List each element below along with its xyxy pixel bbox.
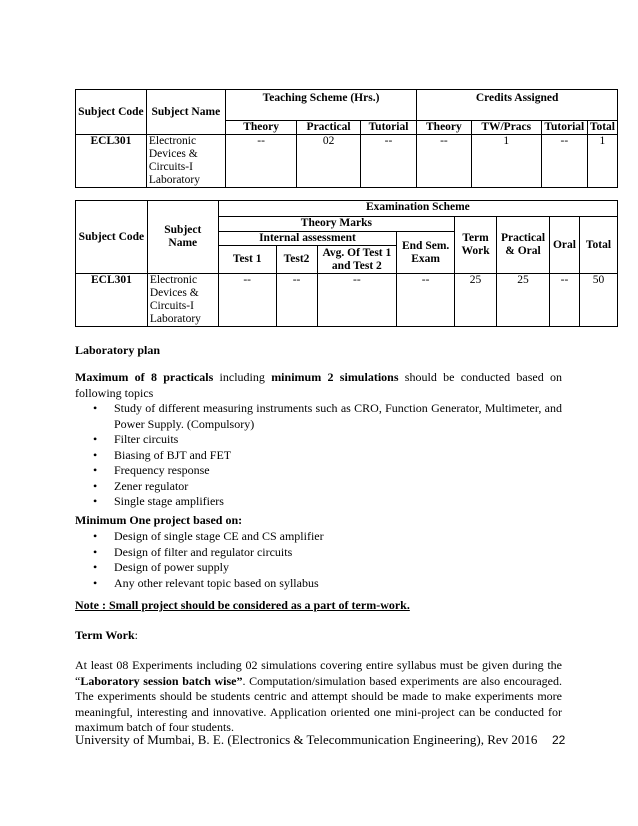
row-subject-name: Electronic Devices & Circuits-I Laboratory	[146, 135, 225, 188]
term-work-heading: Term Work:	[75, 628, 139, 642]
header-oral: Oral	[549, 217, 579, 274]
project-topic-list	[75, 529, 562, 591]
cell-value: 25	[497, 274, 550, 327]
term-work-text-rest: . Computation/simulation based experiments are also encouraged. The experiments should be students centric and attempt should be made to make experiments more meaningful, interesting and innovative. Application oriented one mini-project can be conducted for maximum batch of four students.	[75, 673, 562, 734]
list-item: • Single stage amplifiers	[93, 494, 224, 508]
cell-value: 25	[455, 274, 497, 327]
cell-value: 1	[587, 135, 617, 188]
list-item: • Frequency response	[93, 463, 210, 477]
lab-topic-list	[75, 401, 562, 510]
row-subject-code: ECL301	[76, 274, 148, 327]
cell-value: 02	[297, 135, 360, 188]
cell-value: 1	[471, 135, 541, 188]
term-work-text: At least 08 Experiments including 02 simulations covering entire syllabus must be given during the “	[75, 658, 562, 688]
term-work-bold: Laboratory session batch wise”	[80, 673, 243, 688]
lab-plan-intro	[75, 370, 562, 401]
cell-value: --	[225, 135, 297, 188]
header-total: Total	[579, 217, 617, 274]
cell-value: --	[317, 274, 397, 327]
cell-value: --	[417, 135, 471, 188]
cell-value: --	[218, 274, 276, 327]
sub-header: Theory	[417, 121, 471, 135]
header-end-sem-exam: End Sem. Exam	[397, 232, 455, 274]
header-credits-assigned: Credits Assigned	[417, 90, 618, 121]
bullet-icon: •	[93, 575, 98, 590]
cell-value: 50	[579, 274, 617, 327]
list-item: • Study of different measuring instruments such as CRO, Function Generator, Multimeter, and Power Supply. (Compulsory)	[93, 401, 562, 431]
sub-header: Tutorial	[360, 121, 416, 135]
bullet-icon: •	[93, 529, 98, 543]
footer-text: University of Mumbai, B. E. (Electronics & Telecommunication Engineering), Rev 2016	[75, 732, 538, 747]
list-item: • Biasing of BJT and FET	[93, 447, 232, 462]
bullet-icon: •	[93, 544, 98, 559]
examination-scheme-table	[75, 200, 618, 327]
bullet-icon: •	[93, 432, 98, 446]
bullet-icon: •	[93, 494, 98, 508]
cell-value: --	[549, 274, 579, 327]
project-heading: Minimum One project based on:	[75, 513, 243, 527]
row-subject-code: ECL301	[76, 135, 147, 188]
intro-rest: should be conducted based on following topics	[75, 370, 563, 400]
cell-value: --	[360, 135, 416, 188]
list-item: • Design of single stage CE and CS amplifier	[93, 529, 324, 543]
sub-header: Tutorial	[541, 121, 587, 135]
header-practical-oral: Practical & Oral	[497, 217, 550, 274]
header-internal-assessment: Internal assessment	[218, 232, 396, 246]
bullet-icon: •	[93, 478, 98, 493]
header-subject-code: Subject Code	[76, 90, 147, 135]
bullet-icon: •	[93, 401, 98, 415]
bullet-icon: •	[93, 447, 98, 462]
header-subject-name: Subject Name	[146, 90, 225, 135]
sub-header: Total	[587, 121, 617, 135]
sub-header: Theory	[225, 121, 297, 135]
sub-header: Practical	[297, 121, 360, 135]
header-teaching-scheme: Teaching Scheme (Hrs.)	[225, 90, 416, 121]
bullet-icon: •	[93, 463, 98, 477]
header-subject-name: Subject Name	[147, 201, 218, 274]
header-theory-marks: Theory Marks	[218, 217, 454, 232]
intro-mid: including	[213, 370, 272, 384]
header-term-work: Term Work	[455, 217, 497, 274]
cell-value: --	[397, 274, 455, 327]
sub-header: TW/Pracs	[471, 121, 541, 135]
cell-value: --	[276, 274, 317, 327]
teaching-scheme-table	[75, 89, 618, 188]
header-test2: Test2	[276, 246, 317, 274]
row-subject-name: Electronic Devices & Circuits-I Laboratory	[147, 274, 218, 327]
list-item: • Any other relevant topic based on syllabus	[93, 575, 319, 590]
list-item: • Filter circuits	[93, 432, 179, 446]
intro-bold-practicals: Maximum of 8 practicals	[75, 370, 214, 384]
header-test1: Test 1	[218, 246, 276, 274]
header-examination-scheme: Examination Scheme	[218, 201, 617, 217]
bullet-icon: •	[93, 560, 98, 574]
header-subject-code: Subject Code	[76, 201, 148, 274]
term-work-paragraph	[75, 658, 562, 736]
list-item: • Zener regulator	[93, 478, 189, 493]
list-item: • Design of filter and regulator circuits	[93, 544, 293, 559]
header-avg-test: Avg. Of Test 1 and Test 2	[317, 246, 397, 274]
lab-plan-heading: Laboratory plan	[75, 343, 161, 357]
cell-value: --	[541, 135, 587, 188]
intro-bold-simulations: minimum 2 simulations	[271, 370, 399, 384]
list-item: • Design of power supply	[93, 560, 229, 574]
page-number: 22	[552, 733, 566, 747]
note-text: Note : Small project should be considered as a part of term-work.	[75, 598, 410, 612]
